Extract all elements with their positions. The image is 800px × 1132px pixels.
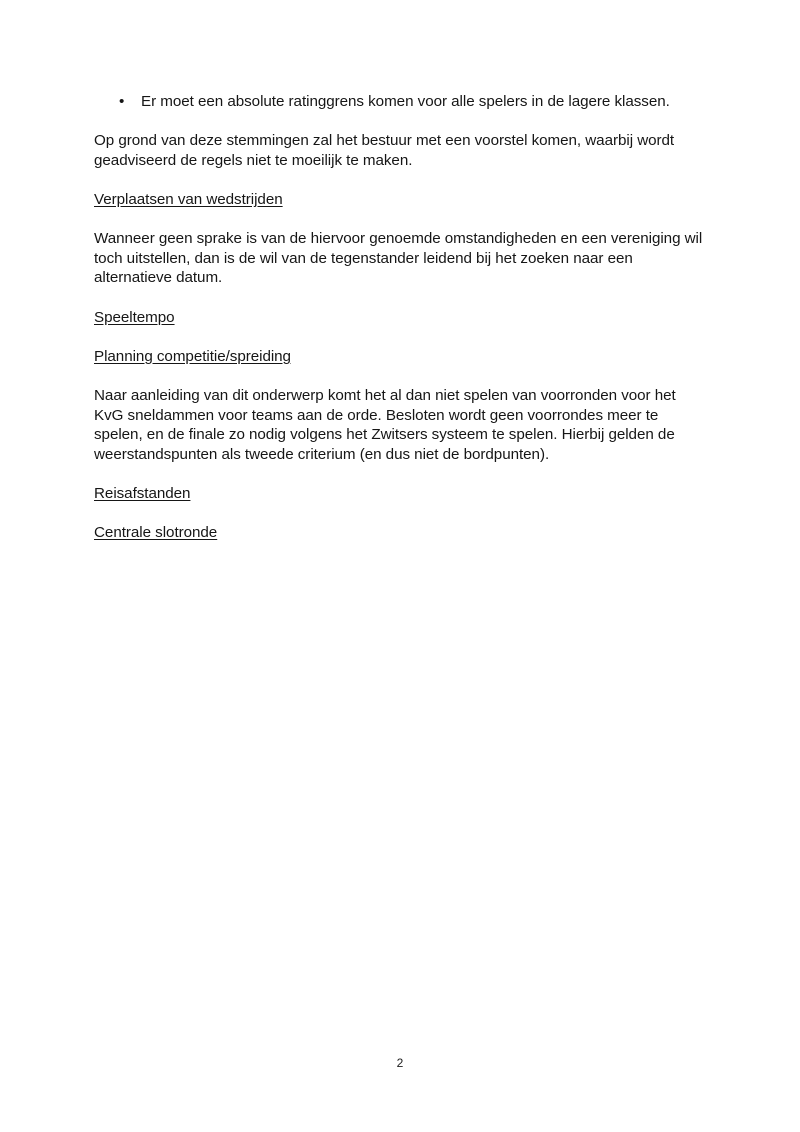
section-heading: Speeltempo [94,308,175,326]
document-body [94,92,708,543]
paragraph-spacer [94,327,708,347]
paragraph-spacer [94,503,708,523]
paragraph: Wanneer geen sprake is van de hiervoor genoemde omstandigheden en een vereniging wil toch uitstellen, dan is de wil van de tegenstander leidend bij het zoeken naar een alternatieve datum. [94,230,703,287]
section-heading: Centrale slotronde [94,524,218,542]
paragraph: Naar aanleiding van dit onderwerp komt het al dan niet spelen van voorronden voor het KvG sneldammen voor teams aan de orde. Besloten wordt geen voorrondes meer te spelen, en de finale zo nodig volgens het Zwitsers systeem te spelen. Hierbij gelden de weerstandspunten als tweede criterium (en dus niet de bordpunten). [94,386,676,463]
section-heading: Verplaatsen van wedstrijden [94,190,283,208]
list-item-text: Er moet een absolute ratinggrens komen voor alle spelers in de lagere klassen. [141,93,670,110]
paragraph-spacer [94,366,708,386]
section-heading: Reisafstanden [94,484,191,502]
paragraph: Op grond van deze stemmingen zal het bestuur met een voorstel komen, waarbij wordt geadviseerd de regels niet te moeilijk te maken. [94,132,675,169]
page-number: 2 [396,1056,404,1070]
paragraph-spacer [94,170,708,190]
bullet-icon: • [119,93,125,110]
list-item [94,92,708,112]
paragraph-spacer [94,112,708,132]
section-heading: Planning competitie/spreiding [94,347,291,365]
paragraph-spacer [94,464,708,484]
bullet-list [94,92,708,112]
paragraph-spacer [94,288,708,308]
paragraph-spacer [94,210,708,230]
